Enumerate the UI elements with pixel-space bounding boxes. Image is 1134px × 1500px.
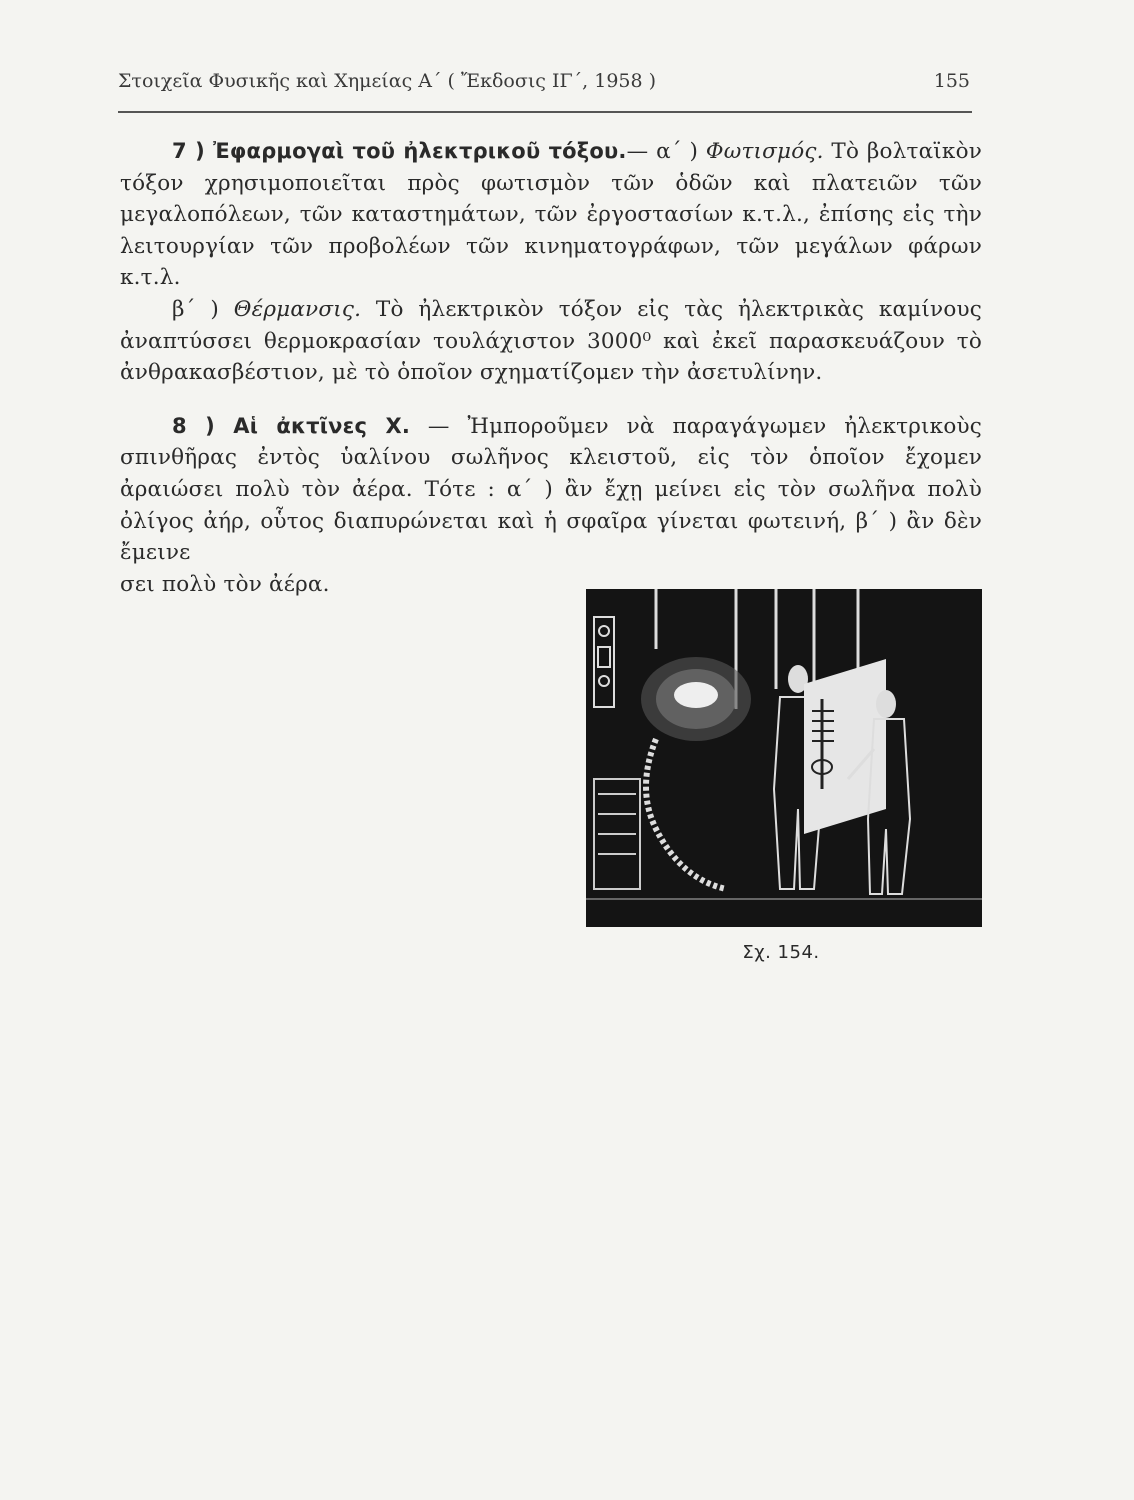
section-8-paragraph-1-cont: σει πολὺ τὸν ἀέρα. (120, 571, 330, 597)
figure-caption: Σχ. 154. (742, 941, 820, 963)
running-header (118, 70, 970, 92)
xray-illustration (586, 589, 982, 927)
section-7-paragraph-b: β΄ ) Θέρμανσις. Τὸ ἠλεκτρικὸν τόξον εἰς τὰς ἠλεκτρικὰς καμίνους ἀναπτύσσει θερμοκρασίαν τουλάχιστον 3000⁰ καὶ ἐκεῖ παρασκευάζουν τὸ ἀνθρακασβέστιον, μὲ τὸ ὁποῖον σχηματίζομεν τὴν ἀσετυλίνην. (120, 296, 982, 386)
figure-154 (580, 589, 982, 969)
section-8-heading: 8 ) Αἱ ἀκτῖνες Χ. (172, 413, 411, 438)
page-body (120, 136, 982, 974)
section-7-paragraph-a: 7 ) Ἐφαρμογαὶ τοῦ ἠλεκτρικοῦ τόξου.— α΄ ) Φωτισμός. Τὸ βολταϊκὸν τόξον χρησιμοποιεῖται πρὸς φωτισμὸν τῶν ὁδῶν καὶ πλατειῶν τῶν μεγαλοπόλεων, τῶν καταστημάτων, τῶν ἐργοστασίων κ.τ.λ., ἐπίσης εἰς τὴν λειτουργίαν τῶν προβολέων τῶν κινηματογράφων, τῶν μεγάλων φάρων κ.τ.λ. (120, 139, 982, 291)
header-title: Στοιχεῖα Φυσικῆς καὶ Χημείας Α΄ ( Ἔκδοσις ΙΓ΄, 1958 ) (118, 70, 657, 92)
page-number: 155 (933, 70, 970, 92)
section-7-heading: 7 ) Ἐφαρμογαὶ τοῦ ἠλεκτρικοῦ τόξου. (172, 139, 627, 163)
subheading-heating: Θέρμανσις. (233, 296, 362, 322)
subheading-lighting: Φωτισμός. (705, 139, 824, 164)
section-8-paragraph-1: 8 ) Αἱ ἀκτῖνες Χ. — Ἠμποροῦμεν νὰ παραγάγωμεν ἠλεκτρικοὺς σπινθῆρας ἐντὸς ὑαλίνου σωλῆνος κλειστοῦ, εἰς τὸν ὁποῖον ἔχομεν ἀραιώσει πολὺ τὸν ἀέρα. Τότε : α΄ ) ἂν ἔχῃ μείνει εἰς τὸν σωλῆνα πολὺ ὀλίγος ἀήρ, οὗτος διαπυρώνεται καὶ ἡ σφαῖρα γίνεται φωτεινή, β΄ ) ἂν δὲν ἔμεινε (120, 413, 982, 566)
header-rule (118, 111, 972, 113)
